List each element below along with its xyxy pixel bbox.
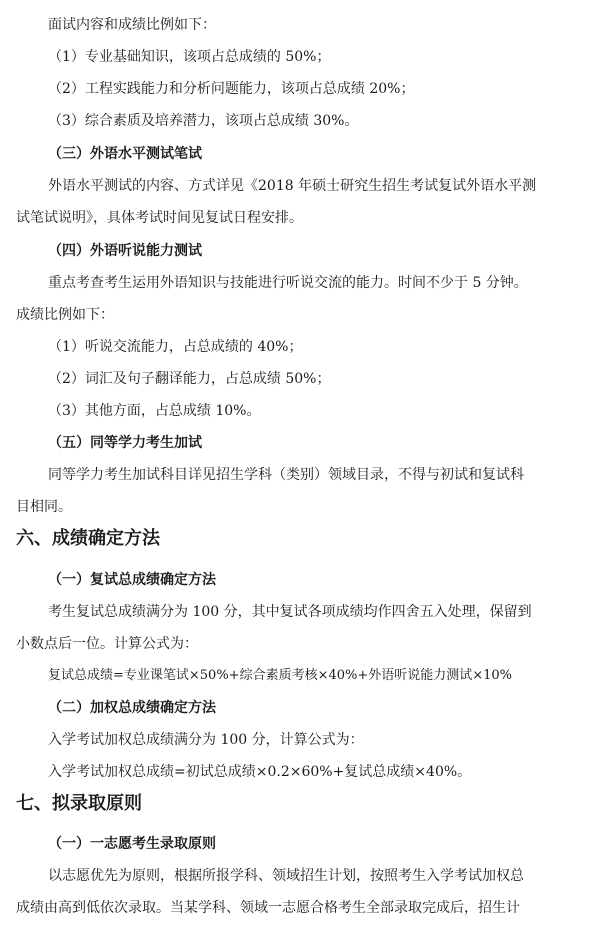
paragraph-line: 入学考试加权总成绩满分为 100 分，计算公式为： <box>48 732 364 748</box>
paragraph-line: 面试内容和成绩比例如下： <box>48 17 216 33</box>
list-item: （1）专业基础知识，该项占总成绩的 50%； <box>48 49 331 65</box>
paragraph-line: 考生复试总成绩满分为 100 分，其中复试各项成绩均作四舍五入处理，保留到 <box>48 604 532 620</box>
list-item: （2）工程实践能力和分析问题能力，该项占总成绩 20%； <box>48 81 415 97</box>
list-item: （3）其他方面，占总成绩 10%。 <box>48 403 261 419</box>
paragraph-line: 以志愿优先为原则，根据所报学科、领域招生计划，按照考生入学考试加权总 <box>48 868 524 884</box>
paragraph-line: 重点考查考生运用外语知识与技能进行听说交流的能力。时间不少于 5 分钟。 <box>48 275 528 291</box>
paragraph-line: 同等学力考生加试科目详见招生学科（类别）领域目录，不得与初试和复试科 <box>48 467 524 483</box>
list-item: （3）综合素质及培养潜力，该项占总成绩 30%。 <box>48 113 359 129</box>
section-heading: （二）加权总成绩确定方法 <box>48 700 216 716</box>
paragraph-line: 试笔试说明》，具体考试时间见复试日程安排。 <box>16 210 303 226</box>
section-heading: （五）同等学力考生加试 <box>48 435 202 451</box>
chapter-heading: 七、拟录取原则 <box>16 793 142 814</box>
paragraph-line: 成绩比例如下： <box>16 307 114 323</box>
section-heading: （四）外语听说能力测试 <box>48 243 202 259</box>
section-heading: （三）外语水平测试笔试 <box>48 146 202 162</box>
paragraph-line: 外语水平测试的内容、方式详见《2018 年硕士研究生招生考试复试外语水平测 <box>48 178 537 194</box>
formula-line: 复试总成绩=专业课笔试×50%+综合素质考核×40%+外语听说能力测试×10% <box>48 668 513 683</box>
section-heading: （一）一志愿考生录取原则 <box>48 836 216 852</box>
paragraph-line: 小数点后一位。计算公式为： <box>16 636 198 652</box>
list-item: （2）词汇及句子翻译能力，占总成绩 50%； <box>48 371 331 387</box>
paragraph-line: 目相同。 <box>16 499 72 515</box>
list-item: （1）听说交流能力，占总成绩的 40%； <box>48 339 303 355</box>
paragraph-line: 成绩由高到低依次录取。当某学科、领域一志愿合格考生全部录取完成后，招生计 <box>16 900 520 916</box>
formula-line: 入学考试加权总成绩=初试总成绩×0.2×60%+复试总成绩×40%。 <box>48 764 472 780</box>
section-heading: （一）复试总成绩确定方法 <box>48 572 216 588</box>
chapter-heading: 六、成绩确定方法 <box>16 528 160 549</box>
